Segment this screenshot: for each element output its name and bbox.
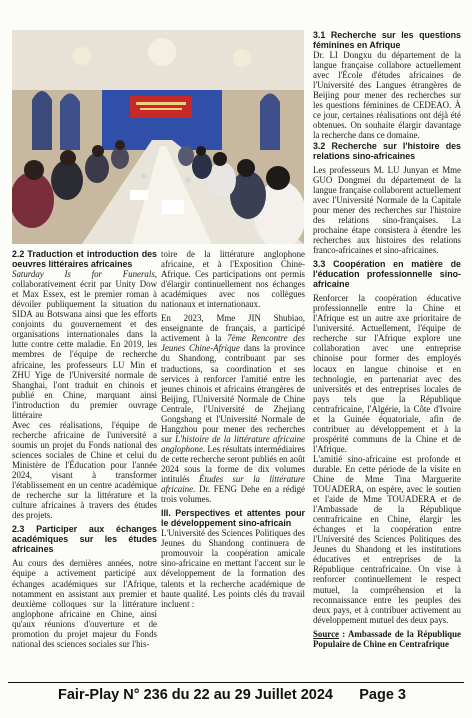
column-right [313, 30, 461, 649]
paragraph-2-part-d: . Dr. FENG Dehe en a rédigé trois volumes. [161, 484, 305, 505]
section-2-2-heading: 2.2 Traduction et introduction des oeuvres littéraires africaines [12, 249, 157, 270]
event-title: 7ème Rencontre des Jeunes Chine-Afrique [161, 333, 305, 354]
source-label: Source [313, 628, 339, 639]
section-3-3-paragraph-2: L'amitié sino-africaine est profonde et durable. En cette période de la visite en Chine de Mme Tina Marguerite TOUADERA, on espère, avec le soutien et l'aide de Mme TOUADERA et de l'Ambassade de la République centrafricaine en Chine, élargir les échanges et la coopération entre l'Université des Sciences Politiques des Jeunes du Shandong et les institutions éducatives et entreprises de la République centrafricaine. On vise à renforcer continuellement le respect mutuel, la compréhension et la reconnaissance entre les peuples des deux pays, et à contribuer activement au développement mutuel des deux pays. [313, 453, 461, 625]
research-title: L'histoire de la littérature africaine anglophone [161, 433, 305, 454]
section-2-3-paragraph-2 [161, 313, 305, 504]
section-3-paragraph-1: L'Université des Sciences Politiques des Jeunes du Shandong continuera de promouvoir la coopération amicale sino-africaine en mettant l'accent sur le développement de la formation des talents et la recherche académique de haute qualité. Les points clés du travail incluent : [161, 528, 305, 609]
section-3-2-paragraph: Les professeurs M. LU Junyan et Mme GUO Dongmei du département de la langue française collaborent actuellement avec l'Université Normale de la Capitale pour mener des recherches sur l'histoire des relations sino-françaises. La prochaine étape consistera à étendre les recherches aux histoires des relations franco-africaines et sino-africaines. [313, 164, 461, 255]
conference-photo [12, 30, 304, 244]
section-2-3-paragraph-1: Au cours des dernières années, notre équipe a activement participé aux échanges académiques sur l'Afrique, notamment en assistant aux premier et deuxième colloques sur la littérature anglophone africaine en Chine, ainsi qu'aux réunions d'ouverture et de promotion du projet majeur du Fonds national des sciences sociales sur l'his- [12, 558, 157, 649]
book-title: Saturday Is for Funerals [12, 269, 155, 280]
conference-room-image [12, 30, 304, 244]
section-3-2-heading: 3.2 Recherche sur l'histoire des relations sino-africaines [313, 140, 461, 161]
column-middle [161, 249, 305, 609]
paragraph-2-part-b: dans la province du Shandong, contribuant par ses traductions, sa coordination et ses services à renforcer l'amitié entre les jeunes chinois et africains étrangères de Beijing, l'Université Normale de Chine Centrale, l'Université de Zhejiang Gongshang et l'Université Normale de Hangzhou pour mener des recherches sur [161, 343, 305, 444]
volumes-title: Études sur la littérature africaine [161, 474, 305, 495]
page-number: Page 3 [359, 687, 406, 703]
section-2-3-heading: 2.3 Participer aux échanges académiques sur les études africaines [12, 524, 157, 555]
source-line [313, 629, 461, 649]
section-2-2-paragraph-1-text: , collaborativement écrit par Unity Dow et Max Essex, est le premier roman à dévoiler publiquement la situation du SIDA au Botswana ainsi que les efforts conjoints du gouvernement et des organisations internationales dans la lutte contre cette maladie. En 2019, les membres de l'équipe de recherche africaine, les professeurs LU Min et ZHU Yige de l'Université normale de Shanghai, l'ont traduit en chinois et publié en Chine, marquant ainsi l'introduction du premier ouvrage littéraire [12, 269, 157, 420]
source-text: : Ambassade de la République Populaire de Chine en Centrafrique [313, 628, 461, 649]
section-3-1-paragraph: Dr. LI Dongxu du département de la langue française collabore actuellement avec l'École d'études africaines de l'Université des Langues étrangères de Beijing pour mener des recherches sur les questions féminines de CEDEAO. À ce jour, certaines réalisations ont déjà été obtenues. On souhaite élargir davantage la recherche dans ce domaine. [313, 50, 461, 141]
section-3-heading: III. Perspectives et attentes pour le développement sino-africain [161, 508, 305, 529]
section-3-3-paragraph-1: Renforcer la coopération éducative professionnelle entre la Chine et l'Afrique est un autre axe prioritaire de l'université. Actuellement, l'équipe de recherche sur l'Afrique explore une collaboration avec une entreprise chinoise pour former des employés locaux en langue chinoise et en technologie, en partenariat avec des universités et des entreprises locales de pays tels que la République centrafricaine, l'Algérie, la Côte d'Ivoire et la Guinée équatoriale, afin de contribuer au développement et à la prospérité communs de la Chine et de l'Afrique. [313, 293, 461, 454]
page-footer [8, 686, 464, 706]
column-left [12, 249, 157, 649]
paragraph-2-part-c: . Les résultats intermédiaires de cette recherche seront publiés en août 2024 sous la forme de dix volumes intitulés [161, 443, 305, 485]
section-3-3-heading: 3.3 Coopération en matière de l'éducation professionnelle sino-africaine [313, 259, 461, 290]
section-2-3-paragraph-continued: toire de la littérature anglophone africaine, et à l'Exposition Chine-Afrique. Ces participations ont permis d'élargir continuellement nos échanges académiques avec nos collègues nationaux et internationaux. [161, 249, 305, 310]
footer-divider [8, 682, 464, 683]
section-2-2-paragraph-1 [12, 269, 157, 420]
paragraph-2-part-a: En 2023, Mme JIN Shubiao, enseignante de français, a participé activement à la [161, 313, 305, 344]
section-2-2-paragraph-2: Avec ces réalisations, l'équipe de recherche africaine de l'université a soumis un projet du Fonds national des sciences sociales de Chine et celui du Ministère de l'Éducation pour l'année 2024, visant à transformer l'établissement en un centre académique de recherche sur la littérature et la culture africaines à travers des études des projets. [12, 419, 157, 521]
issue-info: Fair-Play N° 236 du 22 au 29 Juillet 2024 [58, 687, 333, 703]
section-3-1-heading: 3.1 Recherche sur les questions féminines en Afrique [313, 30, 461, 51]
